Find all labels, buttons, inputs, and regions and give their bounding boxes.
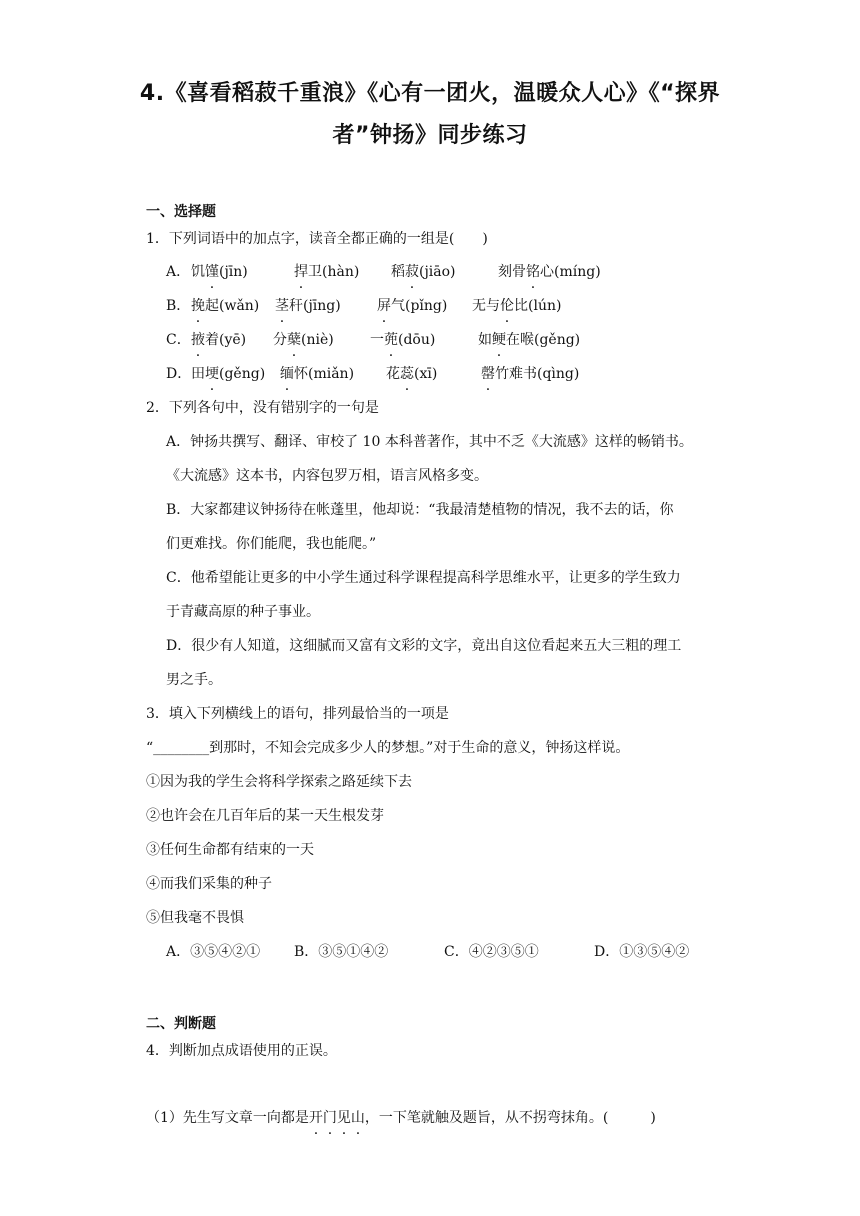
section-heading-judgment: 二、判断题 [146,1016,216,1032]
page-title-line2: 者”钟扬》同步练习 [332,123,528,148]
word-item: 一蔸(dōu) [370,332,436,348]
question-3-option-d: D．①③⑤④② [594,944,690,960]
word-item: 罄竹难书(qìng) [481,366,580,382]
question-2-option-c-line1: C．他希望能让更多的中小学生通过科学课程提高科学思维水平，让更多的学生致力 [166,570,681,586]
page-title-line1: 4.《喜看稻菽千重浪》《心有一团火，温暖众人心》《“探界 [139,81,721,106]
question-3-sentence-3: ③任何生命都有结束的一天 [146,842,314,858]
word-item: 饥馑(jīn) [191,264,248,280]
question-3-sentence-2: ②也许会在几百年后的某一天生根发芽 [146,808,384,824]
question-2-option-d-line2: 男之手。 [166,672,222,688]
word-item: 茎秆(jīng) [275,298,341,314]
question-1-stem: 1．下列词语中的加点字，读音全都正确的一组是( ) [146,231,488,247]
word-item: 无与伦比(lún) [472,298,562,314]
question-4-sub-1: （1）先生写文章一向都是开门见山，一下笔就触及题旨，从不拐弯抹角。( ) [146,1110,656,1126]
option-label: D． [166,366,192,382]
option-label: C． [166,332,191,348]
word-item: 屏气(pǐng) [377,298,448,314]
word-item: 花蕊(xī) [386,366,438,382]
word-item: 田埂(gěng) [191,366,266,382]
section-heading-choice: 一、选择题 [146,204,216,220]
question-3-option-b: B．③⑤①④② [294,944,389,960]
question-2-option-a-line1: A．钟扬共撰写、翻译、审校了 10 本科普著作，其中不乏《大流感》这样的畅销书。 [166,434,693,450]
word-item: 刻骨铭心(míng) [498,264,601,280]
word-item: 缅怀(miǎn) [280,366,355,382]
question-4-stem: 4．判断加点成语使用的正误。 [146,1043,337,1059]
question-2-option-b-line1: B．大家都建议钟扬待在帐蓬里，他却说：“我最清楚植物的情况，我不去的话，你 [166,502,674,518]
word-item: 挽起(wǎn) [191,298,260,314]
word-item: 掖着(yē) [191,332,247,348]
question-2-option-b-line2: 们更难找。你们能爬，我也能爬。” [166,536,377,552]
question-2-option-a-line2: 《大流感》这本书，内容包罗万相，语言风格多变。 [166,468,488,484]
question-3-option-a: A．③⑤④②① [166,944,261,960]
word-item: 分蘖(niè) [273,332,334,348]
question-3-stem: 3．填入下列横线上的语句，排列最恰当的一项是 [146,706,449,722]
question-3-sentence-4: ④而我们采集的种子 [146,876,272,892]
question-3-sentence-1: ①因为我的学生会将科学探索之路延续下去 [146,774,412,790]
option-label: A． [166,264,191,280]
question-3-quote: “________到那时，不知会完成多少人的梦想。”对于生命的意义，钟扬这样说。 [146,740,630,756]
question-3-option-c: C．④②③⑤① [444,944,539,960]
word-item: 捍卫(hàn) [294,264,360,280]
option-label: B． [166,298,191,314]
question-3-sentence-5: ⑤但我毫不畏惧 [146,910,244,926]
question-2-option-c-line2: 于青藏高原的种子事业。 [166,604,320,620]
word-item: 稻菽(jiāo) [391,264,456,280]
question-2-stem: 2．下列各句中，没有错别字的一句是 [146,400,379,416]
question-2-option-d-line1: D．很少有人知道，这细腻而又富有文彩的文字，竟出自这位看起来五大三粗的理工 [166,638,682,654]
word-item: 如鲠在喉(gěng) [478,332,581,348]
